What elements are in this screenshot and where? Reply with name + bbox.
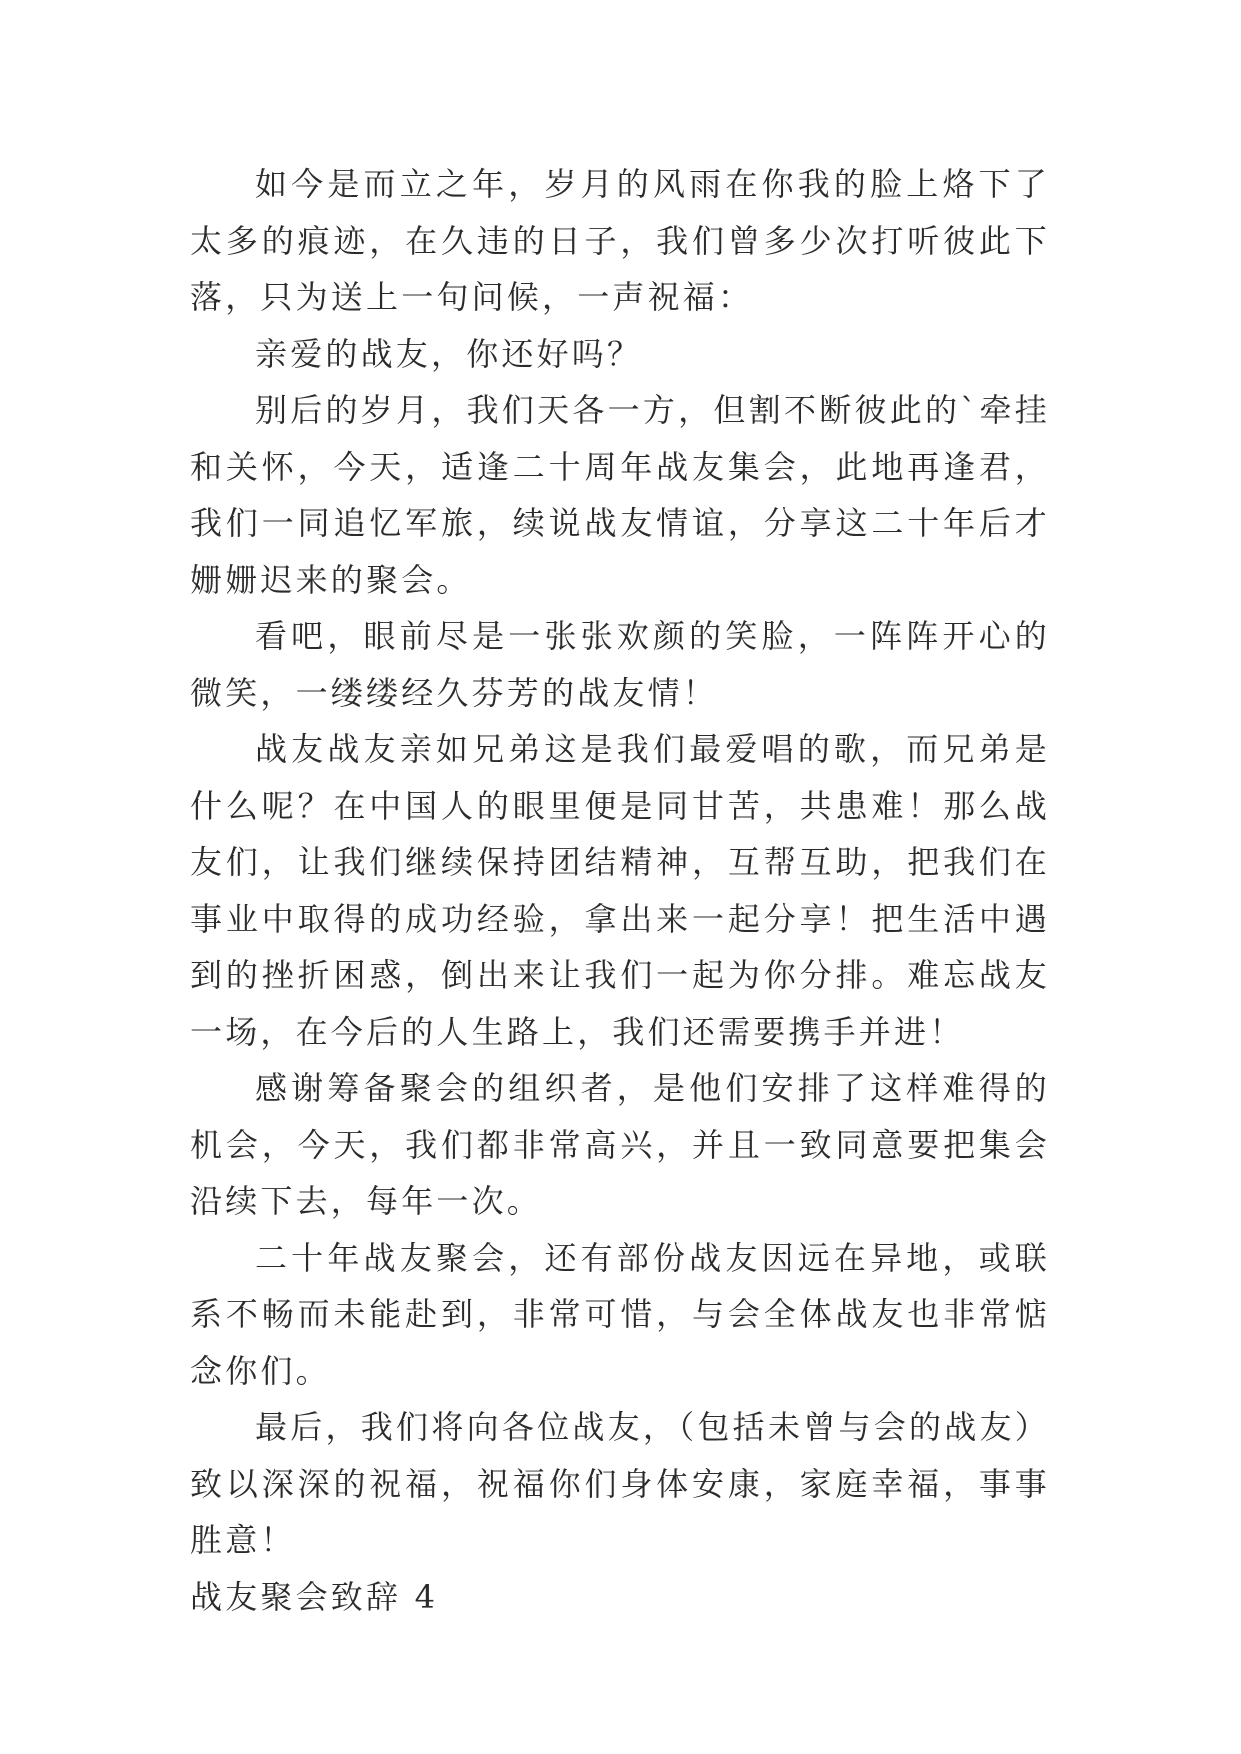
- section-heading: 战友聚会致辞 4: [190, 1577, 439, 1616]
- paragraph-1: 如今是而立之年，岁月的风雨在你我的脸上烙下了太多的痕迹，在久违的日子，我们曾多少次打听彼此下落，只为送上一句问候，一声祝福：: [190, 165, 1050, 316]
- document-body: [190, 156, 1050, 1625]
- paragraph-4: 看吧，眼前尽是一张张欢颜的笑脸，一阵阵开心的微笑，一缕缕经久芬芳的战友情！: [190, 617, 1050, 712]
- paragraph-3: 别后的岁月，我们天各一方，但割不断彼此的`牵挂和关怀，今天，适逢二十周年战友集会，此地再逢君，我们一同追忆军旅，续说战友情谊，分享这二十年后才姗姗迟来的聚会。: [190, 391, 1050, 599]
- paragraph-7: 二十年战友聚会，还有部份战友因远在异地，或联系不畅而未能赴到，非常可惜，与会全体战友也非常惦念你们。: [190, 1238, 1050, 1390]
- paragraph-6: 感谢筹备聚会的组织者，是他们安排了这样难得的机会，今天，我们都非常高兴，并且一致同意要把集会沿续下去，每年一次。: [190, 1069, 1050, 1220]
- paragraph-2: 亲爱的战友，你还好吗？: [255, 334, 643, 373]
- paragraph-5: 战友战友亲如兄弟这是我们最爱唱的歌，而兄弟是什么呢？在中国人的眼里便是同甘苦，共患难！那么战友们，让我们继续保持团结精神，互帮互助，把我们在事业中取得的成功经验，拿出来一起分享！把生活中遇到的挫折困惑，倒出来让我们一起为你分排。难忘战友一场，在今后的人生路上，我们还需要携手并进！: [190, 730, 1050, 1051]
- paragraph-8: 最后，我们将向各位战友，（包括未曾与会的战友）致以深深的祝福，祝福你们身体安康，家庭幸福，事事胜意！: [190, 1408, 1050, 1559]
